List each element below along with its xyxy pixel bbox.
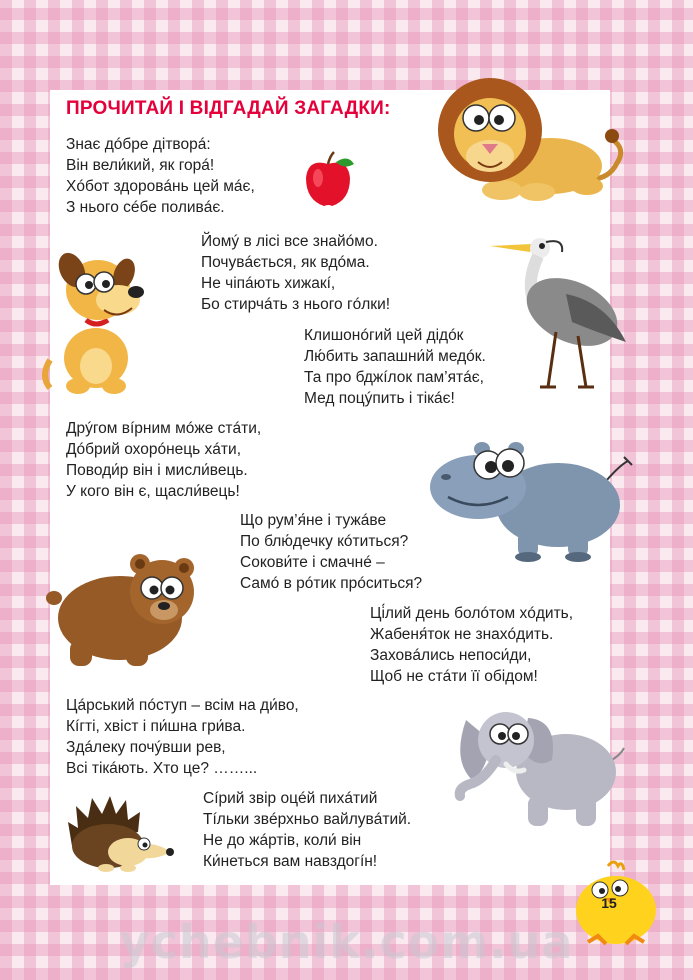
- riddle-line: Йомý в лісі все знайóмо.: [201, 233, 378, 250]
- riddle-line: Ці́лий день болóтом хóдить,: [370, 605, 574, 622]
- riddle-3: [304, 325, 486, 409]
- riddle-6: [370, 603, 573, 687]
- riddle-line: Жабеня́ток не знахóдить.: [370, 626, 554, 643]
- riddle-line: У кого він є, щасли́вець!: [66, 483, 240, 500]
- riddle-line: Почувáється, як вдóма.: [201, 254, 370, 271]
- riddle-line: Всі тікáють. Хто це? ……...: [66, 760, 258, 777]
- lion-icon: [432, 68, 632, 208]
- riddle-7: [66, 695, 299, 779]
- riddle-line: Він вели́кий, як горá!: [66, 157, 215, 174]
- hippo-icon: [428, 435, 638, 565]
- riddle-line: Мед поцýпить і тікáє!: [304, 390, 455, 407]
- apple-icon: [298, 150, 360, 210]
- riddle-line: Хóбот здоровáнь цей мáє,: [66, 178, 255, 195]
- riddle-line: Клишонóгий цей дідóк: [304, 327, 464, 344]
- riddle-line: Не чіпáють хижакí,: [201, 275, 336, 292]
- riddle-line: Дрýгом вíрним мóже стáти,: [66, 420, 262, 437]
- heron-icon: [486, 232, 636, 397]
- riddle-line: З нього сéбе поливáє.: [66, 199, 225, 216]
- watermark: ychebnik.com.ua: [119, 915, 574, 969]
- riddle-line: Дóбрий охорóнець хáти,: [66, 441, 241, 458]
- dog-icon: [38, 248, 153, 398]
- hedgehog-icon: [66, 792, 176, 874]
- riddle-line: По блю́дечку кóтиться?: [240, 533, 409, 550]
- riddle-line: Не до жáртів, коли́ він: [203, 832, 362, 849]
- riddle-line: Бо стирчáть з нього гóлки!: [201, 296, 391, 313]
- riddle-line: Щоб не стáти її обідом!: [370, 668, 538, 685]
- riddle-line: Тíльки звéрхньо вайлувáтий.: [203, 811, 412, 828]
- riddle-line: Сíрий звір оцéй пихáтий: [203, 790, 378, 807]
- riddle-line: Що рум’я́не і тужáве: [240, 512, 387, 529]
- riddle-1: [66, 134, 255, 218]
- riddle-line: Знає дóбре дітворá:: [66, 136, 211, 153]
- page-number: 15: [601, 895, 617, 911]
- riddle-line: Здáлеку почýвши рев,: [66, 739, 226, 756]
- riddle-2: [201, 231, 390, 315]
- riddle-line: Лю́бить запашни́й медóк.: [304, 348, 486, 365]
- page-title: ПРОЧИТАЙ І ВІДГАДАЙ ЗАГАДКИ:: [66, 98, 391, 119]
- riddle-4: [66, 418, 261, 502]
- riddle-8: [203, 788, 411, 872]
- riddle-line: Поводи́р він і мисли́вець.: [66, 462, 248, 479]
- riddle-line: Кíгті, хвіст і пи́шна гри́ва.: [66, 718, 246, 735]
- elephant-icon: [448, 700, 628, 835]
- riddle-line: Та про бджíлок пам’ятáє,: [304, 369, 484, 386]
- riddle-line: Сокови́те і смачнé –: [240, 554, 385, 571]
- riddle-line: Самó в рóтик прóситься?: [240, 575, 423, 592]
- riddle-line: Заховáлись непоси́ди,: [370, 647, 532, 664]
- riddle-line: Ки́неться вам навздогíн!: [203, 853, 378, 870]
- bear-icon: [40, 548, 195, 673]
- riddle-line: Цáрський пóступ – всім на ди́во,: [66, 697, 299, 714]
- riddle-5: [240, 510, 422, 594]
